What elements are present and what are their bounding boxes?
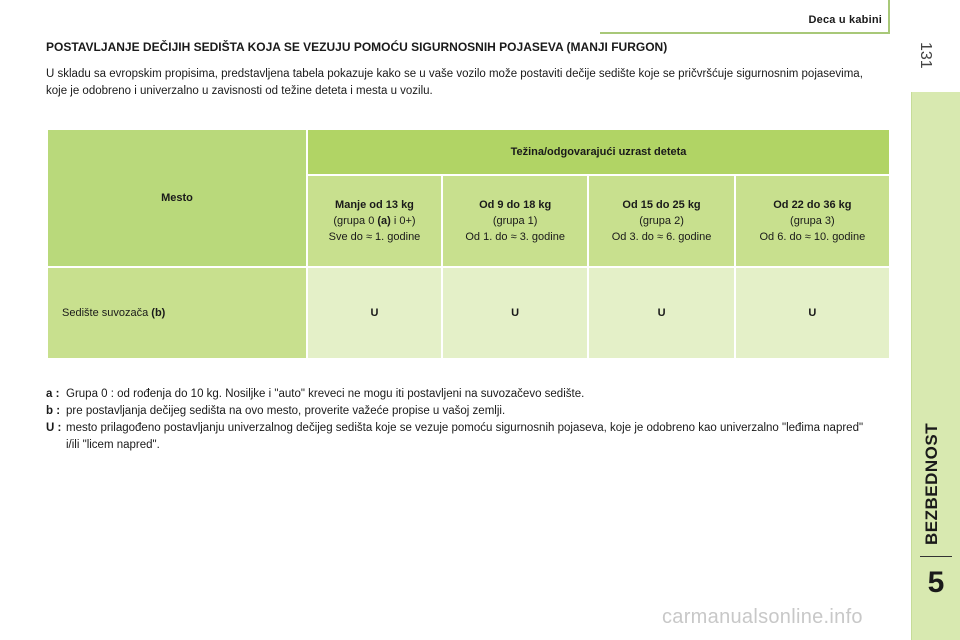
group-weight: Manje od 13 kg: [335, 199, 414, 211]
group-age: Sve do ≈ 1. godine: [328, 231, 421, 243]
footnote-text: mesto prilagođeno postavljanju univerzalnog dečijeg sedišta koje se vezuje pomoću sigurnosnih pojaseva, koje je odobreno kao univerzalno "leđima napred" i/ili "licem napred".: [66, 422, 864, 451]
footnotes: [46, 386, 876, 454]
group-age: Od 1. do ≈ 3. godine: [465, 231, 565, 243]
section-header: Deca u kabini: [808, 14, 882, 26]
footnote-item: [46, 403, 876, 420]
chapter-number: 5: [927, 566, 945, 599]
group-header-cell: [307, 175, 442, 267]
footnote-key: b :: [46, 405, 61, 417]
chapter-rule: [920, 556, 952, 557]
header-divider: [888, 0, 890, 34]
header-rule: [600, 32, 888, 34]
group-weight: Od 22 do 36 kg: [773, 199, 852, 211]
group-age: Od 3. do ≈ 6. godine: [611, 231, 712, 243]
footnote-text: pre postavljanja dečijeg sedišta na ovo mesto, proverite važeće propise u vašoj zemlji.: [66, 405, 506, 417]
place-footnote-ref: (b): [151, 307, 166, 319]
group-label: (grupa 1): [492, 215, 538, 227]
group-label: [333, 215, 415, 227]
child-seat-table: [46, 128, 891, 360]
watermark: carmanualsonline.info: [662, 606, 863, 628]
table-cell: U: [442, 267, 588, 359]
group-header-cell: [442, 175, 588, 267]
row-place-cell: [47, 267, 307, 359]
group-age: Od 6. do ≈ 10. godine: [759, 231, 866, 243]
group-weight: Od 15 do 25 kg: [622, 199, 701, 211]
table-header-row: [47, 129, 890, 175]
place-column-header: [47, 129, 307, 267]
group-label-text: (grupa 0: [333, 215, 378, 227]
page-number: 131: [917, 42, 934, 69]
table-cell: U: [588, 267, 734, 359]
weight-age-header: [307, 129, 890, 175]
place-header-label: Mesto: [161, 192, 193, 204]
weight-age-header-label: Težina/odgovarajući uzrast deteta: [510, 146, 687, 158]
intro-paragraph: U skladu sa evropskim propisima, predstavljena tabela pokazuje kako se u vaše vozilo može postaviti dečije sedište koje se pričvršćuje sigurnosnim pojasevima, koje je odobreno i univerzalno u zavisnosti od težine deteta i mesta u vozilu.: [46, 68, 863, 97]
footnote-key: U :: [46, 422, 62, 434]
footnote-item: [46, 386, 876, 403]
group-header-cell: [735, 175, 890, 267]
footnote-item: [46, 420, 876, 454]
table-row: [47, 267, 890, 359]
chapter-side-tab: [912, 92, 960, 640]
side-tab-divider: [911, 92, 912, 640]
row-place-label: Sedište suvozača: [62, 307, 152, 319]
group-label: (grupa 3): [790, 215, 835, 227]
chapter-label: BEZBEDNOST: [922, 422, 941, 545]
group-weight: Od 9 do 18 kg: [479, 199, 552, 211]
page-title: POSTAVLJANJE DEČIJIH SEDIŠTA KOJA SE VEZUJU POMOĆU SIGURNOSNIH POJASEVA (MANJI FURGON): [46, 40, 668, 54]
group-label-text-end: i 0+): [390, 215, 416, 227]
table-cell: U: [307, 267, 442, 359]
group-footnote-ref: (a): [377, 215, 391, 227]
group-label: (grupa 2): [639, 215, 684, 227]
footnote-text: Grupa 0 : od rođenja do 10 kg. Nosiljke i "auto" kreveci ne mogu iti postavljeni na suvozačevo sedište.: [66, 388, 585, 400]
footnote-key: a :: [46, 388, 60, 400]
group-header-cell: [588, 175, 734, 267]
table-cell: U: [735, 267, 890, 359]
